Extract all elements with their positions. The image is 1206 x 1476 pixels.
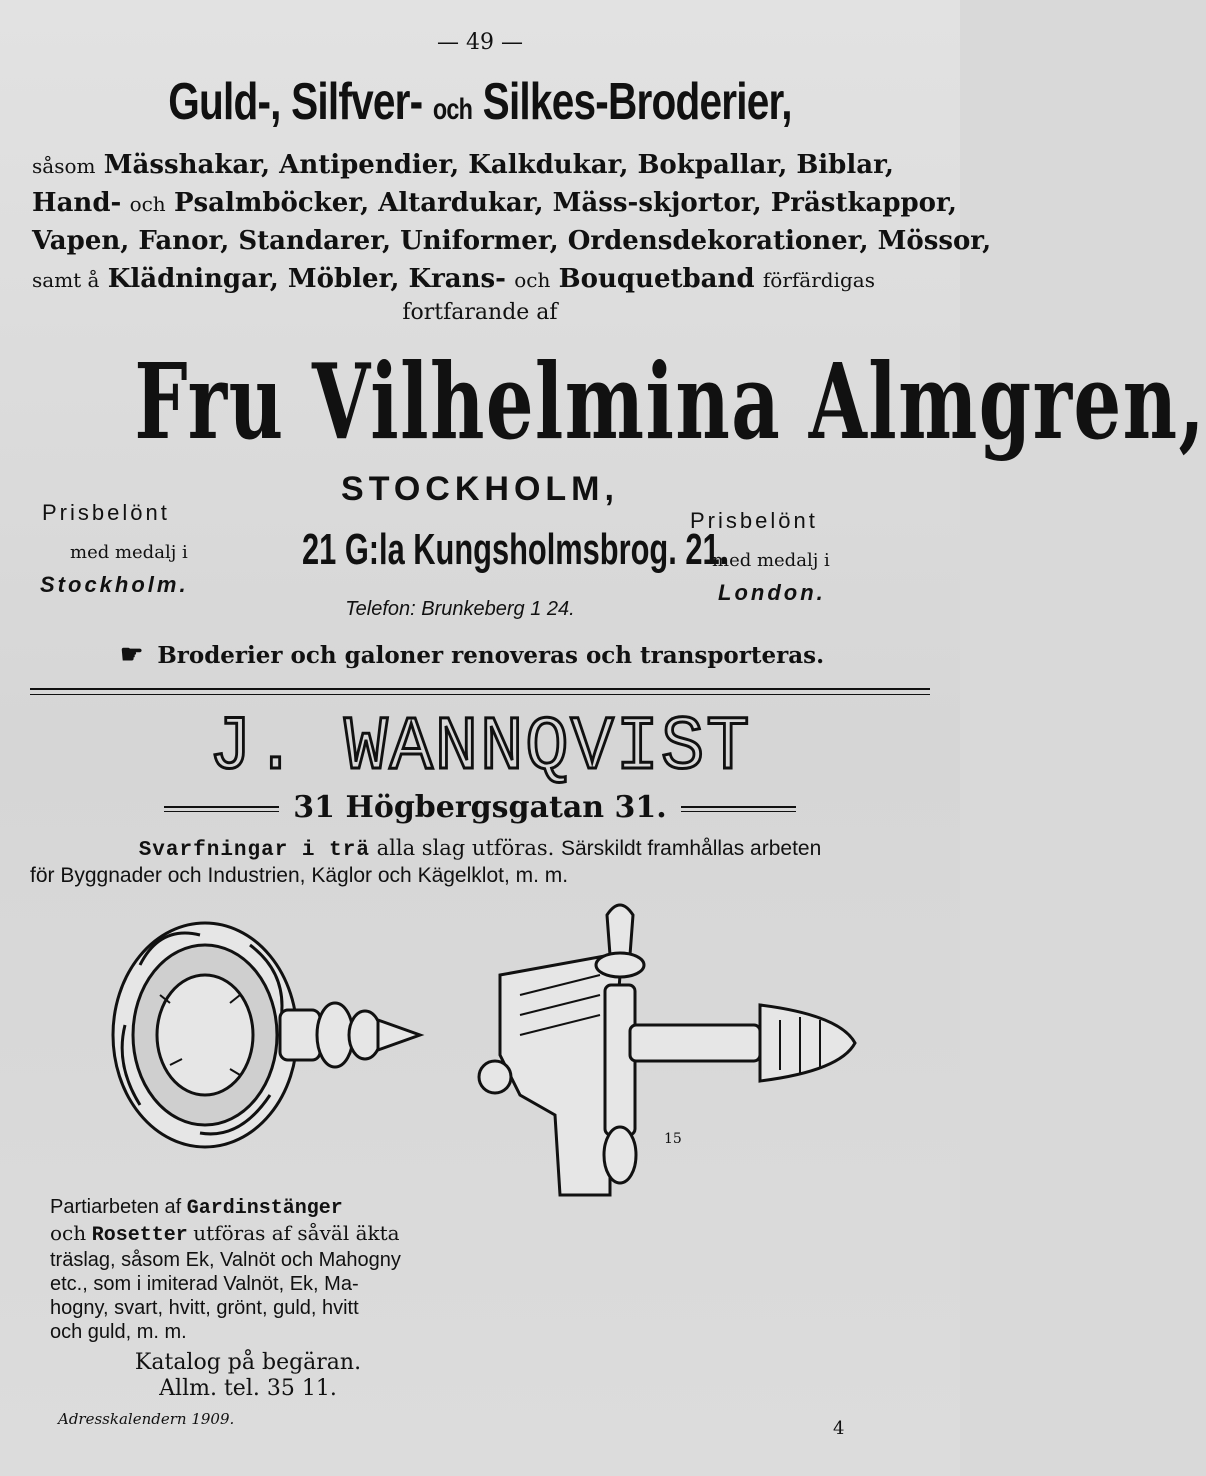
partial-line-1 — [50, 1195, 450, 1221]
headline-part2: Silkes-Broderier, — [482, 73, 792, 131]
katalog-line-2: Allm. tel. 35 11. — [159, 1376, 337, 1401]
wannqvist-street-text: 31 Högbergsgatan 31. — [293, 790, 667, 825]
street-rule-right — [681, 806, 796, 812]
wannqvist-street — [0, 790, 960, 825]
left-award-medal: med medalj i — [70, 542, 188, 563]
divider-bottom — [30, 694, 930, 695]
katalog-line-1: Katalog på begäran. — [134, 1350, 362, 1375]
left-award-city: Stockholm. — [40, 572, 189, 597]
partial-line-6: och guld, m. m. — [50, 1321, 187, 1343]
business-name: Fru Vilhelmina Almgren, — [134, 340, 1206, 463]
text-line-1 — [32, 150, 930, 180]
divider-top — [30, 688, 930, 690]
text-line-3-main: Vapen, Fanor, Standarer, Uniformer, Ordensdekorationer, Mössor, — [32, 226, 992, 256]
text-line-4b: Bouquetband — [558, 264, 755, 294]
partial-line-3: träslag, såsom Ek, Valnöt och Mahogny — [50, 1249, 401, 1271]
corner-mark: 4 — [833, 1418, 845, 1439]
address-street: 21 G:la Kungsholmsbrog. 21. — [302, 525, 729, 574]
byggnader-line: för Byggnader och Industrien, Käglor och Kägelklot, m. m. — [30, 864, 569, 887]
wannqvist-title: J. WANNQVIST — [208, 705, 752, 791]
partiarbeten-block — [50, 1195, 450, 1344]
pointing-hand-icon: ☛ — [120, 640, 144, 670]
street-rule-left — [164, 806, 279, 812]
text-line-4a: Klädningar, Möbler, Krans- — [107, 264, 506, 294]
right-award-label: Prisbelönt — [690, 508, 818, 533]
svarfning-line — [0, 836, 960, 862]
text-line-1-prefix: såsom — [32, 154, 96, 178]
partial-line-5: hogny, svart, hvitt, grönt, guld, hvitt — [50, 1297, 359, 1319]
notice — [120, 640, 860, 670]
text-line-1-main: Mässhakar, Antipendier, Kalkdukar, Bokpallar, Biblar, — [103, 150, 894, 180]
text-line-3 — [32, 226, 992, 256]
fortfarande-af: fortfarande af — [402, 300, 558, 325]
headline — [106, 72, 855, 132]
page-number: — 49 — — [437, 30, 523, 55]
text-line-4-och: och — [514, 268, 551, 292]
partial-line-2 — [50, 1221, 450, 1248]
address-city: STOCKHOLM, — [341, 470, 619, 508]
headline-och: och — [432, 93, 473, 126]
katalog-block — [88, 1350, 408, 1402]
partial-line-2a: och — [50, 1221, 87, 1245]
headline-part1: Guld-, Silfver- — [168, 73, 423, 131]
text-line-2b: Psalmböcker, Altardukar, Mäss-skjortor, Prästkappor, — [173, 188, 957, 218]
curtain-rod-bracket-engraving-icon — [460, 895, 860, 1195]
text-line-4-prefix: samt å — [32, 268, 100, 292]
svarfning-sans: Särskildt framhållas arbeten — [561, 837, 822, 860]
svarfning-bold: Svarfningar i trä — [138, 839, 370, 862]
source-footer: Adresskalendern 1909. — [58, 1410, 235, 1428]
rosette-engraving-icon — [100, 905, 440, 1165]
engraving-mark: 15 — [664, 1131, 682, 1147]
text-line-4 — [32, 264, 930, 294]
address-phone: Telefon: Brunkeberg 1 24. — [345, 598, 575, 620]
right-award-medal: med medalj i — [712, 550, 830, 571]
right-award-city: London. — [718, 580, 826, 605]
svarfning-serif: alla slag utföras. — [376, 836, 555, 860]
text-line-2a: Hand- — [32, 188, 122, 218]
partial-line-1a: Partiarbeten af — [50, 1196, 182, 1218]
partial-line-2b: Rosetter — [91, 1224, 188, 1247]
partial-line-4: etc., som i imiterad Valnöt, Ek, Ma- — [50, 1273, 359, 1295]
partial-line-2c: utföras af såväl äkta — [193, 1221, 400, 1245]
notice-text: Broderier och galoner renoveras och transporteras. — [157, 642, 825, 669]
text-line-2-och: och — [129, 192, 166, 216]
text-line-2 — [32, 188, 957, 218]
partial-line-1b: Gardinstänger — [186, 1197, 343, 1220]
text-line-4-end: förfärdigas — [762, 268, 875, 292]
left-award-label: Prisbelönt — [42, 500, 170, 525]
